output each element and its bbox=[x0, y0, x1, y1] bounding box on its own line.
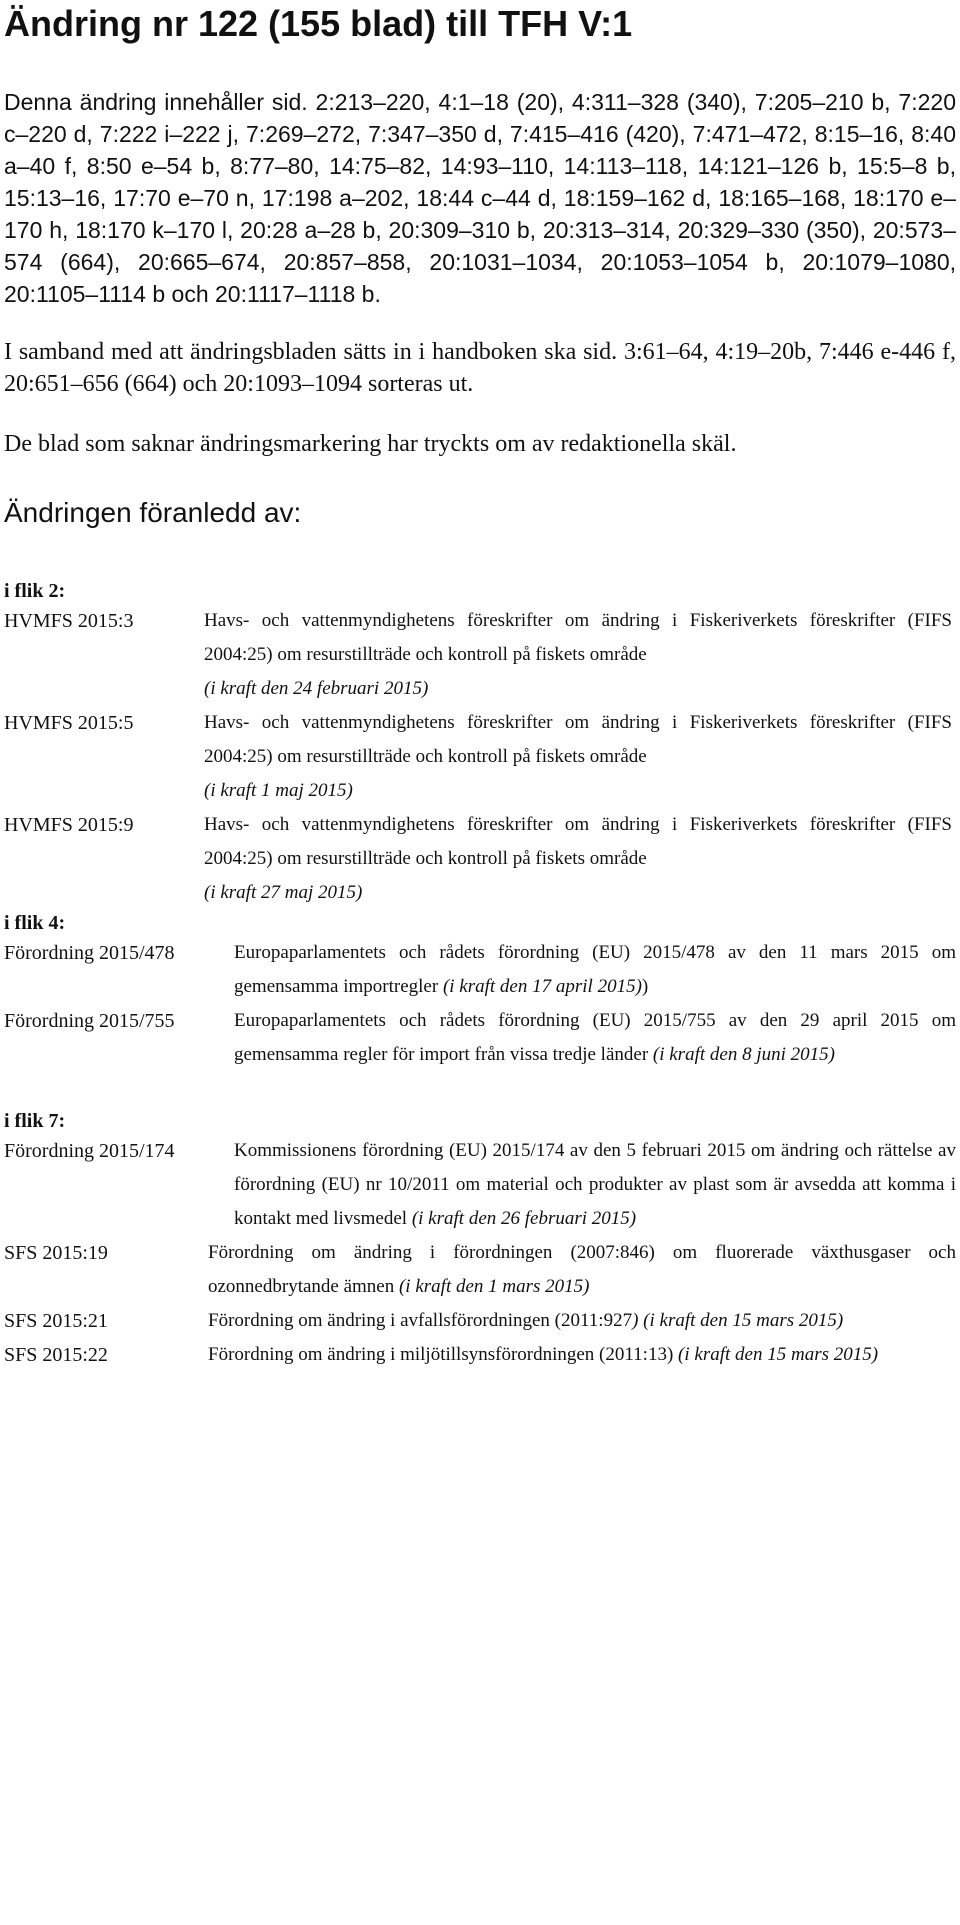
list-item bbox=[4, 706, 956, 808]
regulation-code: SFS 2015:19 bbox=[4, 1242, 108, 1264]
regulation-description: Europaparlamentets och rådets förordning (EU) 2015/755 av den 29 april 2015 om gemensamma regler för import från vissa tredje länder (i kraft den 8 juni 2015) bbox=[234, 1010, 956, 1065]
effective-date: (i kraft den 1 mars 2015) bbox=[398, 1276, 590, 1297]
effective-date: (i kraft 1 maj 2015) bbox=[204, 780, 353, 801]
regulation-description: Kommissionens förordning (EU) 2015/174 av den 5 februari 2015 om ändring och rättelse av förordning (EU) nr 10/2011 om material och produkter av plast som är avsedda att komma i kontakt med livsmedel (i kraft den 26 februari 2015) bbox=[234, 1140, 956, 1229]
included-pages-paragraph: Denna ändring innehåller sid. 2:213–220, 4:1–18 (20), 4:311–328 (340), 7:205–210 b, 7:220 c–220 d, 7:222 i–222 j, 7:269–272, 7:347–350 d, 7:415–416 (420), 7:471–472, 8:15–16, 8:40 a–40 f, 8:50 e–54 b, 8:77–80, 14:75–82, 14:93–110, 14:113–118, 14:121–126 b, 15:5–8 b, 15:13–16, 17:70 e–70 n, 17:198 a–202, 18:44 c–44 d, 18:159–162 d, 18:165–168, 18:170 e–170 h, 18:170 k–170 l, 20:28 a–28 b, 20:309–310 b, 20:313–314, 20:329–330 (350), 20:573–574 (664), 20:665–674, 20:857–858, 20:1031–1034, 20:1053–1054 b, 20:1079–1080, 20:1105–1114 b och 20:1117–1118 b. bbox=[4, 89, 956, 307]
regulation-code: Förordning 2015/174 bbox=[4, 1140, 175, 1162]
effective-date: (i kraft den 8 juni 2015) bbox=[652, 1044, 835, 1065]
section-flik-7 bbox=[4, 1108, 956, 1372]
effective-date: (i kraft 27 maj 2015) bbox=[204, 882, 363, 903]
section-label-flik-2: i flik 2: bbox=[4, 580, 66, 602]
reprint-paragraph: De blad som saknar ändringsmarkering har tryckts om av redaktionella skäl. bbox=[4, 431, 737, 457]
cause-heading: Ändringen föranledd av: bbox=[4, 497, 302, 528]
effective-date: ) (i kraft den 15 mars 2015) bbox=[632, 1310, 844, 1331]
section-label-flik-7: i flik 7: bbox=[4, 1110, 66, 1132]
regulation-description: Havs- och vattenmyndighetens föreskrifter om ändring i Fiskeriverkets föreskrifter (FIFS 2004:25) om resurstillträde och kontroll på fiskets område (i kraft den 24 februari 2015) bbox=[204, 610, 952, 699]
regulation-description: Europaparlamentets och rådets förordning (EU) 2015/478 av den 11 mars 2015 om gemensamma importregler (i kraft den 17 april 2015)) bbox=[234, 942, 956, 997]
regulation-code: HVMFS 2015:5 bbox=[4, 712, 134, 734]
list-item bbox=[4, 1134, 956, 1236]
regulation-description: Förordning om ändring i avfallsförordningen (2011:927) (i kraft den 15 mars 2015) bbox=[208, 1310, 844, 1331]
regulation-description: Förordning om ändring i förordningen (2007:846) om fluorerade växthusgaser och ozonnedbrytande ämnen (i kraft den 1 mars 2015) bbox=[208, 1242, 956, 1297]
list-item bbox=[4, 1304, 956, 1338]
effective-date: (i kraft den 24 februari 2015) bbox=[204, 678, 429, 699]
list-item bbox=[4, 1236, 956, 1304]
sort-out-paragraph: I samband med att ändringsbladen sätts in i handboken ska sid. 3:61–64, 4:19–20b, 7:446 e-446 f, 20:651–656 (664) och 20:1093–1094 sorteras ut. bbox=[4, 339, 956, 397]
effective-date: (i kraft den 17 april 2015) bbox=[442, 976, 642, 997]
regulation-code: HVMFS 2015:9 bbox=[4, 814, 134, 836]
list-item bbox=[4, 1338, 956, 1372]
section-flik-4 bbox=[4, 910, 956, 1072]
section-label-flik-4: i flik 4: bbox=[4, 912, 66, 934]
regulation-description: Havs- och vattenmyndighetens föreskrifter om ändring i Fiskeriverkets föreskrifter (FIFS 2004:25) om resurstillträde och kontroll på fiskets område (i kraft 27 maj 2015) bbox=[204, 814, 952, 903]
regulation-code: Förordning 2015/478 bbox=[4, 942, 175, 964]
regulation-description: Havs- och vattenmyndighetens föreskrifter om ändring i Fiskeriverkets föreskrifter (FIFS 2004:25) om resurstillträde och kontroll på fiskets område (i kraft 1 maj 2015) bbox=[204, 712, 952, 801]
regulation-code: HVMFS 2015:3 bbox=[4, 610, 134, 632]
list-item bbox=[4, 1004, 956, 1072]
regulation-code: Förordning 2015/755 bbox=[4, 1010, 175, 1032]
section-flik-2 bbox=[4, 578, 956, 910]
list-item bbox=[4, 808, 956, 910]
list-item bbox=[4, 604, 956, 706]
regulation-code: SFS 2015:21 bbox=[4, 1310, 108, 1332]
regulation-code: SFS 2015:22 bbox=[4, 1344, 108, 1366]
list-item bbox=[4, 936, 956, 1004]
page-title: Ändring nr 122 (155 blad) till TFH V:1 bbox=[4, 3, 633, 44]
effective-date: (i kraft den 26 februari 2015) bbox=[411, 1208, 637, 1229]
regulation-description: Förordning om ändring i miljötillsynsförordningen (2011:13) (i kraft den 15 mars 2015) bbox=[208, 1344, 879, 1365]
effective-date: (i kraft den 15 mars 2015) bbox=[678, 1344, 879, 1365]
